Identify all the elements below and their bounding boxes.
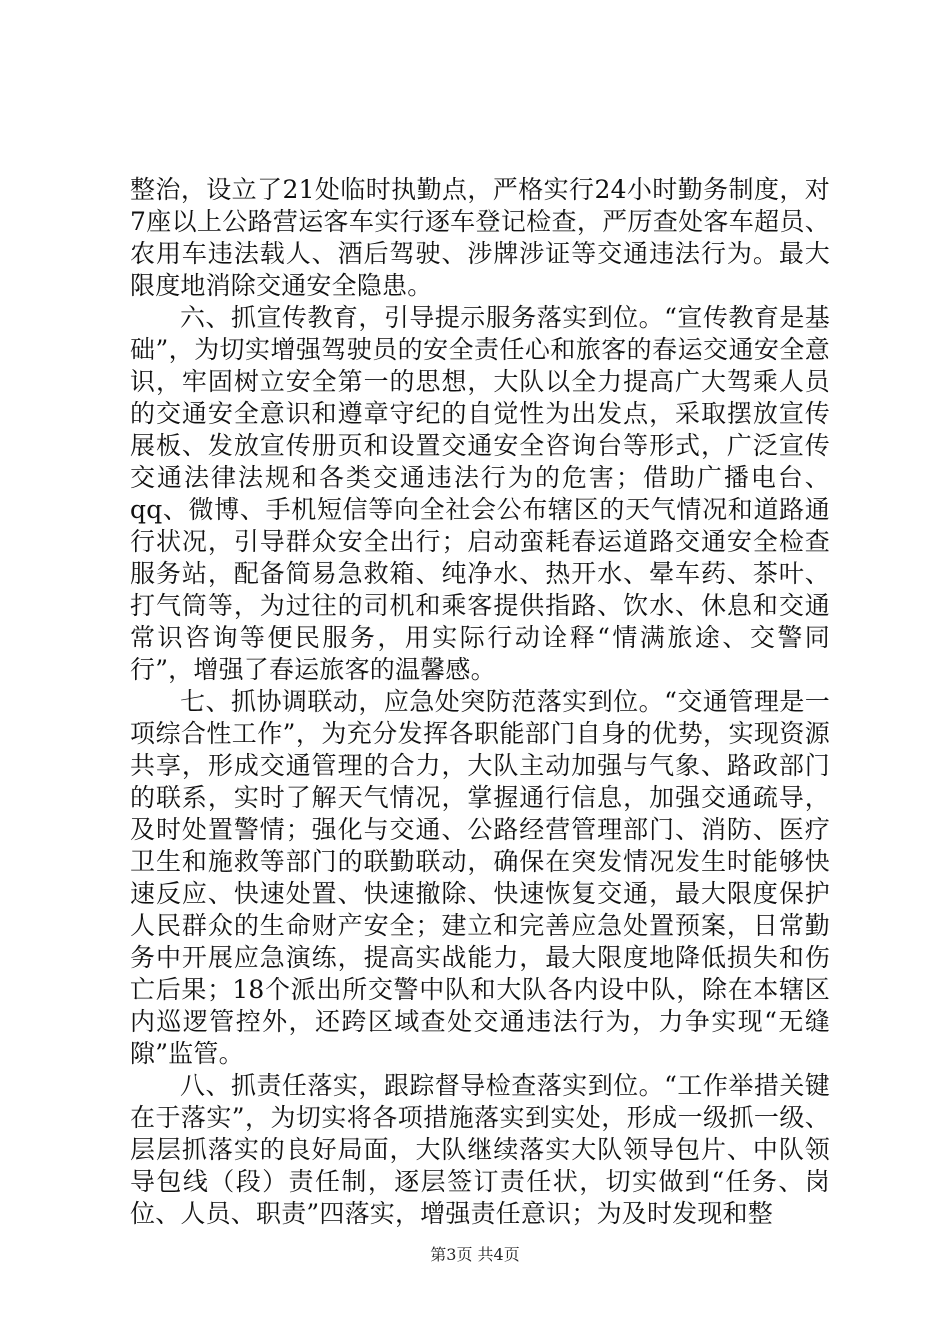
page-footer: 第3页 共4页	[430, 1245, 520, 1264]
paragraph-section-seven: 七、抓协调联动，应急处突防范落实到位。“交通管理是一项综合性工作”，为充分发挥各职能部门自身的优势，实现资源共享，形成交通管理的合力，大队主动加强与气象、路政部门的联系，实时了解天气情况，掌握通行信息，加强交通疏导，及时处置警情；强化与交通、公路经营管理部门、消防、医疗卫生和施救等部门的联勤联动，确保在突发情况发生时能够快速反应、快速处置、快速撤除、快速恢复交通，最大限度保护人民群众的生命财产安全；建立和完善应急处置预案，日常勤务中开展应急演练，提高实战能力，最大限度地降低损失和伤亡后果；18个派出所交警中队和大队各内设中队，除在本辖区内巡逻管控外，还跨区域查处交通违法行为，力争实现“无缝隙”监管。	[130, 687, 830, 1068]
paragraph-continuation: 整治，设立了21处临时执勤点，严格实行24小时勤务制度，对7座以上公路营运客车实行逐车登记检查，严厉查处客车超员、农用车违法载人、酒后驾驶、涉牌涉证等交通违法行为。最大限度地消除交通安全隐患。	[130, 175, 830, 300]
paragraph-section-eight: 八、抓责任落实，跟踪督导检查落实到位。“工作举措关键在于落实”，为切实将各项措施落实到实处，形成一级抓一级、层层抓落实的良好局面，大队继续落实大队领导包片、中队领导包线（段）责任制，逐层签订责任状，切实做到“任务、岗位、人员、职责”四落实，增强责任意识；为及时发现和整	[130, 1071, 830, 1228]
paragraph-section-six: 六、抓宣传教育，引导提示服务落实到位。“宣传教育是基础”，为切实增强驾驶员的安全责任心和旅客的春运交通安全意识，牢固树立安全第一的思想，大队以全力提高广大驾乘人员的交通安全意识和遵章守纪的自觉性为出发点，采取摆放宣传展板、发放宣传册页和设置交通安全咨询台等形式，广泛宣传交通法律法规和各类交通违法行为的危害；借助广播电台、qq、微博、手机短信等向全社会公布辖区的天气情况和道路通行状况，引导群众安全出行；启动蛮耗春运道路交通安全检查服务站，配备简易急救箱、纯净水、热开水、晕车药、茶叶、打气筒等，为过往的司机和乘客提供指路、饮水、休息和交通常识咨询等便民服务，用实际行动诠释“情满旅途、交警同行”，增强了春运旅客的温馨感。	[130, 303, 830, 684]
document-body	[130, 174, 830, 1230]
